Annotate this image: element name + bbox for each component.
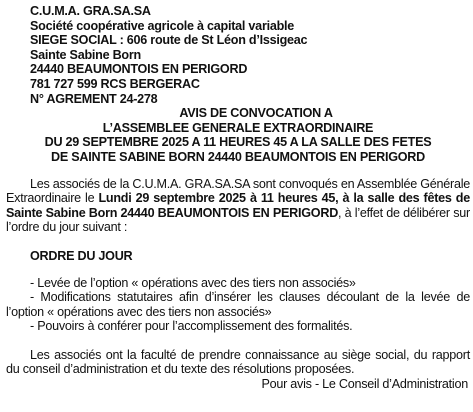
agenda-heading: ORDRE DU JOUR: [30, 248, 133, 263]
title-line-2: L’ASSEMBLEE GENERALE EXTRAORDINAIRE: [102, 120, 374, 135]
title-line-4: DE SAINTE SABINE BORN 24440 BEAUMONTOIS EN PERIGORD: [51, 149, 425, 164]
closing-text: Les associés ont la faculté de prendre connaissance au siège social, du rapport du conseil d’administration et du texte des résolutions proposées.: [6, 347, 470, 377]
title-line-3: DU 29 SEPTEMBRE 2025 A 11 HEURES 45 A LA SALLE DES FETES: [44, 135, 432, 150]
title-line-1: AVIS DE CONVOCATION A: [179, 106, 333, 121]
company-name: C.U.M.A. GRA.SA.SA: [30, 4, 151, 18]
address-postcode-city: 24440 BEAUMONTOIS EN PERIGORD: [30, 62, 248, 77]
intro-text-start: Les associés de la C.U.M.A. GRA.SA.SA sont convoqués en Assemblée Générale Extraordinaire le: [6, 176, 471, 206]
agenda-list: [6, 276, 470, 334]
registered-office: SIEGE SOCIAL : 606 route de St Léon d’Issigeac: [30, 33, 308, 48]
agenda-item-2: - Modifications statutaires afin d’insérer les clauses découlant de la levée de l’option « opérations avec des tiers non associés»: [6, 290, 470, 319]
company-header: [6, 4, 470, 106]
intro-paragraph: [6, 177, 470, 235]
agenda-item-1: - Levée de l’option « opérations avec des tiers non associés»: [30, 275, 356, 290]
agenda-item-2-wrap: [6, 290, 470, 319]
intro-text-end: , à l’effet de délibérer sur l’ordre du jour suivant :: [6, 205, 470, 235]
agenda-item-3: - Pouvoirs à conférer pour l’accomplissement des formalités.: [30, 319, 353, 334]
signature: Pour avis - Le Conseil d’Administration: [261, 377, 468, 392]
address-locality: Sainte Sabine Born: [30, 47, 141, 62]
closing-paragraph: [6, 348, 470, 377]
notice-title: [6, 106, 470, 164]
company-type: Société coopérative agricole à capital variable: [30, 18, 295, 33]
approval-number: N° AGREMENT 24-278: [30, 91, 158, 106]
rcs-number: 781 727 599 RCS BERGERAC: [30, 76, 200, 91]
meeting-date-place: Lundi 29 septembre 2025 à 11 heures 45, à la salle des fêtes de Sainte Sabine Born 24440 BEAUMONTOIS EN PERIGORD: [6, 191, 470, 220]
